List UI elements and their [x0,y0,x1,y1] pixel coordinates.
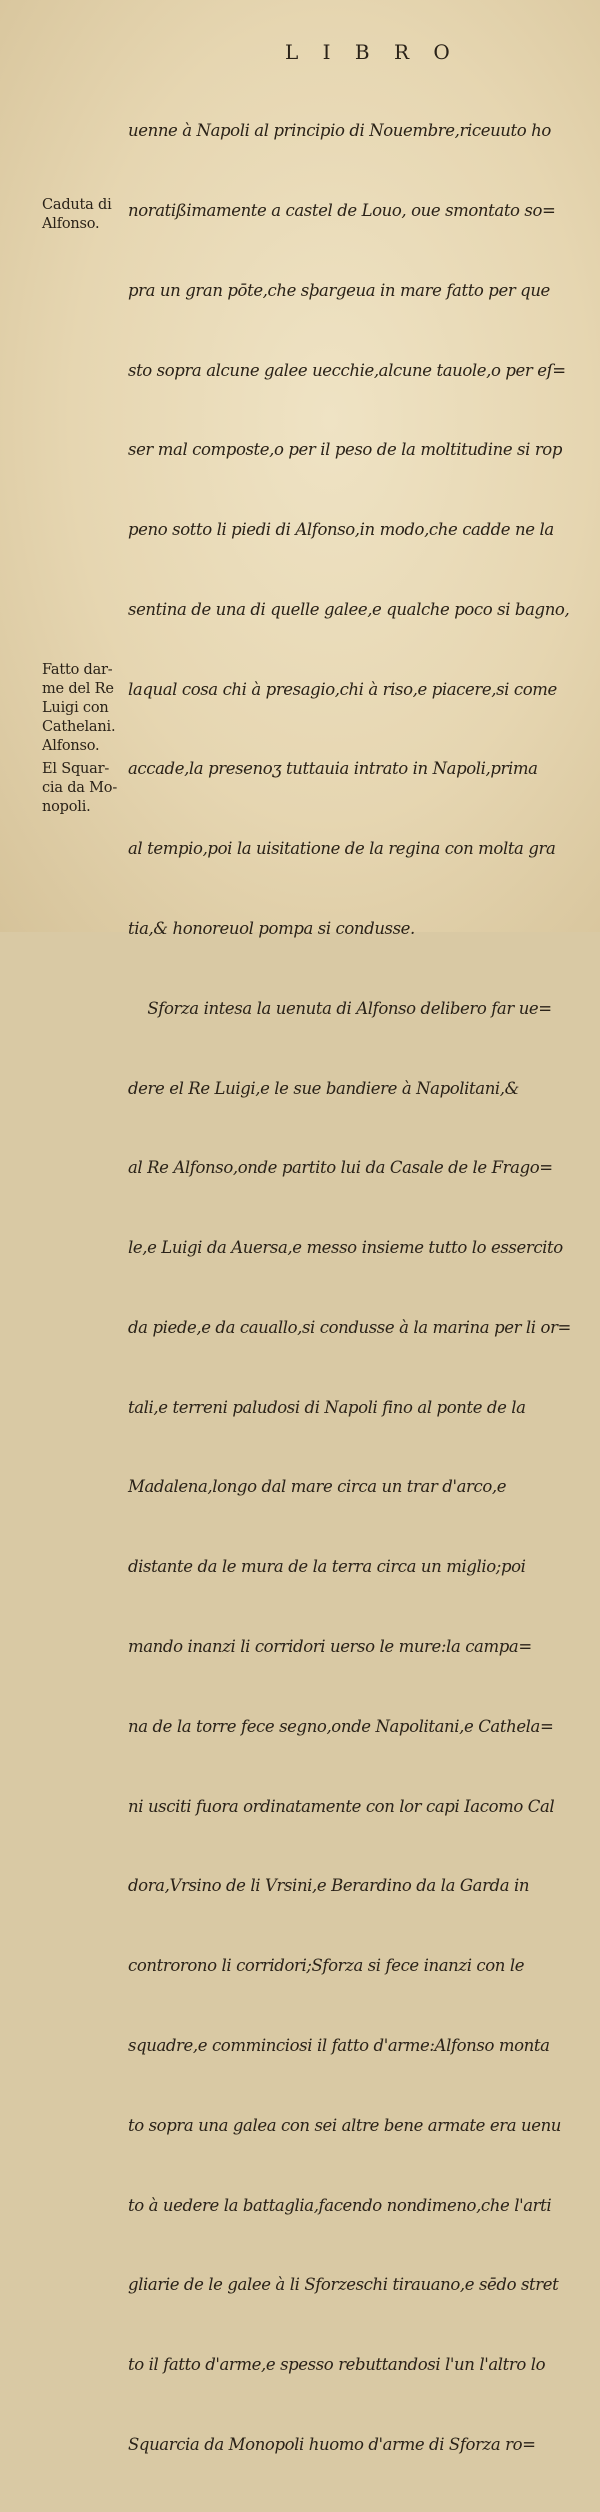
text-line: to il fatto d'arme,e spesso rebuttandosi l'un l'altro lo [128,2355,546,2375]
text-line: gliarie de le galee à li Sforzeschi tirauano,e sēdo stret [128,2275,559,2295]
text-line: dere el Re Luigi,e le sue bandiere à Napolitani,& [128,1078,519,1098]
text-line: al Re Alfonso,onde partito lui da Casale de le Frago= [128,1158,553,1178]
text-line: controrono li corridori;Sforza si fece inanzi con le [128,1956,525,1976]
text-line: distante da le mura de la terra circa un miglio;poi [128,1557,526,1577]
margin-note-squarcia: El Squar- cia da Mo- nopoli. [42,761,118,815]
text-line: Madalena,longo dal mare circa un trar d'arco,e [128,1477,507,1497]
text-line: to à uedere la battaglia,facendo nondimeno,che l'arti [128,2195,552,2215]
text-line: Squarcia da Monopoli huomo d'arme di Sforza ro= [128,2434,536,2454]
text-line: noratißimamente a castel de Louo, oue smontato so= [128,200,556,220]
main-text-block [128,65,571,2512]
text-line: sto sopra alcune galee uecchie,alcune tauole,o per eſ= [128,360,566,380]
margin-note-fatto-darme: Fatto dar- me del Re Luigi con Cathelani. Alfonso. [42,662,116,754]
text-line: laqual cosa chi à presagio,chi à riso,e piacere,si come [128,679,557,699]
text-line: al tempio,poi la uisitatione de la regina con molta gra [128,839,556,859]
text-line: sentina de una di quelle galee,e qualche poco si bagno, [128,599,570,619]
text-line: tali,e terreni paludosi di Napoli fino al ponte de la [128,1397,526,1417]
text-line: Sforza intesa la uenuta di Alfonso delibero far ue= [128,998,552,1018]
text-line: accade,la presenoʒ tuttauia intrato in Napoli,prima [128,759,538,779]
margin-note-caduta: Caduta di Alfonso. [42,197,112,232]
text-line: le,e Luigi da Auersa,e messo insieme tutto lo essercito [128,1238,563,1258]
text-line: pra un gran pōte,che sþargeua in mare fatto per que [128,280,550,300]
text-line: squadre,e comminciosi il fatto d'arme:Alfonso monta [128,2035,550,2055]
text-line: dora,Vrsino de li Vrsini,e Berardino da la Garda in [128,1876,530,1896]
text-line: na de la torre fece segno,onde Napolitani,e Cathela= [128,1716,554,1736]
running-header: L I B R O [285,40,459,64]
text-line: mando inanzi li corridori uerso le mure:la campa= [128,1637,532,1657]
text-line: tia,& honoreuol pompa si condusse. [128,919,415,938]
text-line: peno sotto li piedi di Alfonso,in modo,che cadde ne la [128,520,554,540]
text-line: ni usciti fuora ordinatamente con lor capi Iacomo Cal [128,1796,555,1816]
text-line: uenne à Napoli al principio di Nouembre,riceuuto ho [128,121,551,141]
text-line: to sopra una galea con sei altre bene armate era uenu [128,2115,562,2135]
text-line: da piede,e da cauallo,si condusse à la marina per li or= [128,1317,571,1337]
text-line: ser mal composte,o per il peso de la moltitudine si rop [128,440,563,460]
